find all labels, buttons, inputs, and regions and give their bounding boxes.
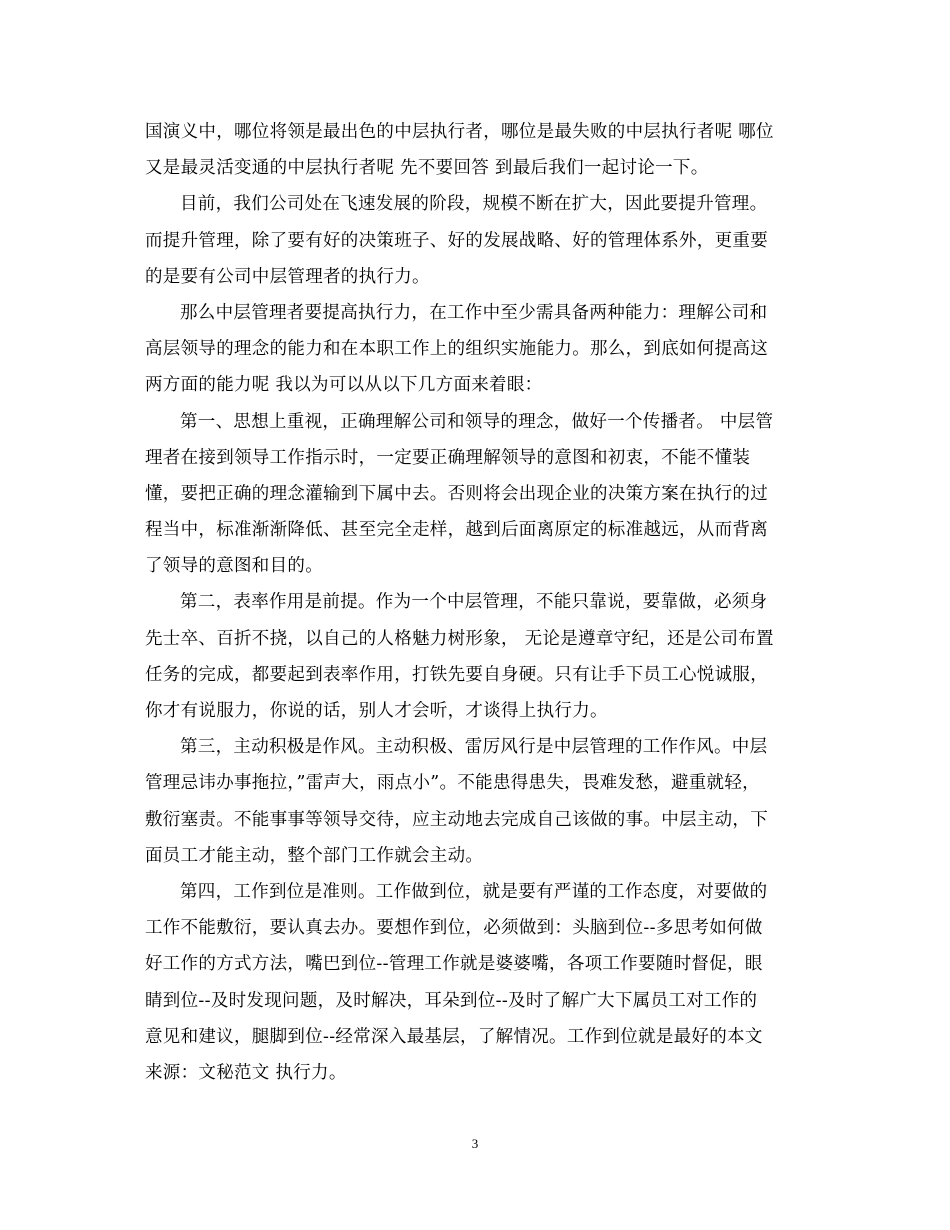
- text-line: 又是最灵活变通的中层执行者呢 先不要回答 到最后我们一起讨论一下。: [145, 158, 709, 179]
- text-line: 意见和建议，腿脚到位--经常深入最基层，了解情况。工作到位就是最好的本文: [145, 1026, 763, 1047]
- text-line: 理者在接到领导工作指示时，一定要正确理解领导的意图和初衷，不能不懂装: [145, 447, 751, 468]
- text-line: 你才有说服力，你说的话，别人才会听，才谈得上执行力。: [145, 701, 608, 721]
- page-number: 3: [471, 1136, 479, 1151]
- text-line: 任务的完成，都要起到表率作用，打铁先要自身硬。只有让手下员工心悦诚服，: [145, 664, 768, 685]
- paragraph-first-line: 那么中层管理者要提高执行力，在工作中至少需具备两种能力：理解公司和: [180, 302, 768, 323]
- text-line: 先士卒、百折不挠，以自己的人格魅力树形象， 无论是遵章守纪，还是公司布置: [145, 628, 774, 649]
- text-line: 两方面的能力呢 我以为可以从以下几方面来着眼：: [145, 375, 543, 396]
- text-line: 工作不能敷衍，要认真去办。要想作到位，必须做到：头脑到位--多思考如何做: [145, 918, 763, 939]
- paragraph-first-line: 目前，我们公司处在飞速发展的阶段，规模不断在扩大，因此要提升管理。: [180, 194, 768, 215]
- paragraph-first-line: 第三，主动积极是作风。主动积极、雷厉风行是中层管理的工作作风。中层: [180, 737, 768, 758]
- text-line: 睛到位--及时发现问题，及时解决，耳朵到位--及时了解广大下属员工对工作的: [145, 990, 758, 1011]
- text-line: 管理忌讳办事拖拉，”雷声大，雨点小”。不能患得患失，畏难发愁，避重就轻，: [145, 773, 760, 794]
- paragraph-first-line: 第二，表率作用是前提。作为一个中层管理，不能只靠说，要靠做，必须身: [180, 592, 768, 613]
- text-line: 国演义中，哪位将领是最出色的中层执行者，哪位是最失败的中层执行者呢 哪位: [145, 122, 774, 142]
- text-line: 的是要有公司中层管理者的执行力。: [145, 266, 430, 287]
- text-line: 懂，要把正确的理念灌输到下属中去。否则将会出现企业的决策方案在执行的过: [145, 483, 768, 504]
- text-line: 面员工才能主动，整个部门工作就会主动。: [145, 845, 484, 866]
- text-line: 敷衍塞责。不能事事等领导交待，应主动地去完成自己该做的事。中层主动，下: [145, 809, 768, 830]
- text-line: 了领导的意图和目的。: [145, 556, 323, 577]
- text-line: 好工作的方式方法，嘴巴到位--管理工作就是婆婆嘴，各项工作要随时督促，眼: [145, 954, 763, 975]
- paragraph-first-line: 第一、思想上重视，正确理解公司和领导的理念，做好一个传播者。 中层管: [180, 411, 774, 432]
- text-line: 程当中，标准渐渐降低、甚至完全走样，越到后面离原定的标准越远，从而背离: [145, 520, 768, 541]
- text-line: 而提升管理，除了要有好的决策班子、好的发展战略、好的管理体系外，更重要: [145, 230, 768, 251]
- paragraph-first-line: 第四，工作到位是准则。工作做到位，就是要有严谨的工作态度，对要做的: [180, 881, 768, 902]
- document-body: [145, 114, 805, 1091]
- text-line: 高层领导的理念的能力和在本职工作上的组织实施能力。那么，到底如何提高这: [145, 339, 768, 360]
- text-line: 来源：文秘范文 执行力。: [145, 1062, 347, 1083]
